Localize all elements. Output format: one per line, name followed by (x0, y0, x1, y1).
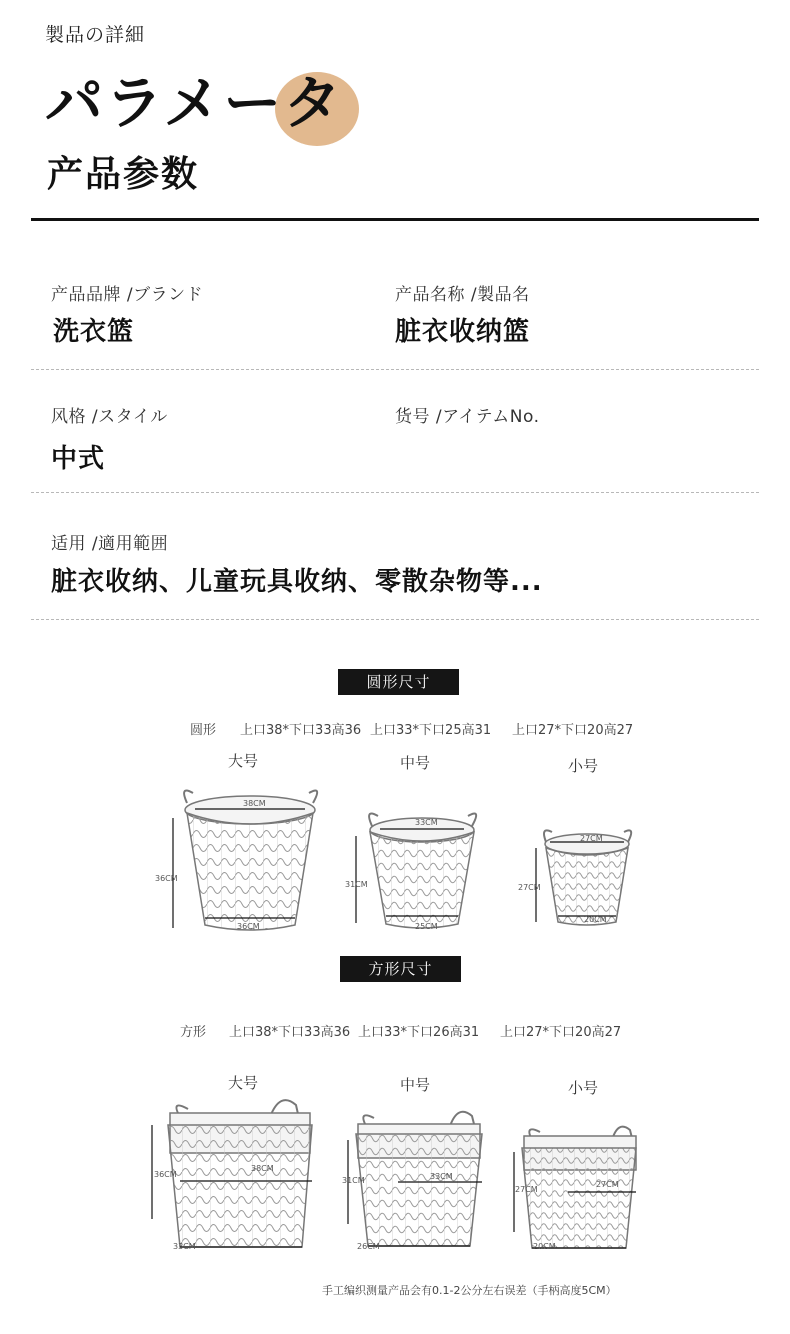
brand-value: 洗衣篮 (53, 317, 135, 347)
round-medium-top-dim: 33CM (415, 818, 438, 827)
brand-label: 产品品牌 /ブランド (51, 285, 204, 305)
param-divider (31, 492, 759, 493)
round-small-bottom-dim: 20CM (584, 915, 607, 924)
round-medium-bottom-dim: 25CM (415, 922, 438, 931)
measurement-footnote: 手工编织测量产品会有0.1-2公分左右误差（手柄高度5CM） (322, 1284, 617, 1297)
usage-label: 适用 /適用範囲 (51, 534, 169, 554)
square-large-spec: 上口38*下口33高36 (229, 1025, 351, 1040)
square-small-height-dim: 27CM (515, 1185, 538, 1194)
square-large-bottom-dim: 33CM (173, 1242, 196, 1251)
round-medium-name: 中号 (400, 754, 431, 772)
param-divider (31, 619, 759, 620)
style-label: 风格 /スタイル (51, 407, 168, 427)
square-medium-height-dim: 31CM (342, 1176, 365, 1185)
usage-value: 脏衣收纳、儿童玩具收纳、零散杂物等... (51, 567, 543, 597)
item-number-label: 货号 /アイテムNo. (395, 407, 540, 427)
square-shape-label: 方形 (180, 1025, 207, 1040)
square-medium-top-dim: 33CM (430, 1172, 453, 1181)
square-medium-spec: 上口33*下口26高31 (358, 1025, 480, 1040)
round-small-top-dim: 27CM (580, 834, 603, 843)
round-large-bottom-dim: 36CM (237, 922, 260, 931)
round-medium-spec: 上口33*下口25高31 (370, 723, 492, 738)
round-large-name: 大号 (228, 752, 259, 770)
round-large-spec: 上口38*下口33高36 (240, 723, 362, 738)
square-medium-bottom-dim: 26CM (357, 1242, 380, 1251)
square-small-top-dim: 27CM (596, 1180, 619, 1189)
page-title: パラメータ (45, 69, 344, 137)
section-label: 製品の詳細 (45, 24, 146, 46)
square-size-tag: 方形尺寸 (340, 956, 461, 982)
param-divider (31, 369, 759, 370)
round-small-height-dim: 27CM (518, 883, 541, 892)
square-small-name: 小号 (568, 1079, 599, 1097)
square-medium-name: 中号 (400, 1076, 431, 1094)
round-large-top-dim: 38CM (243, 799, 266, 808)
round-small-spec: 上口27*下口20高27 (512, 723, 634, 738)
square-large-name: 大号 (228, 1074, 259, 1092)
page-subtitle: 产品参数 (47, 154, 200, 195)
round-large-height-dim: 36CM (155, 874, 178, 883)
round-medium-height-dim: 31CM (345, 880, 368, 889)
square-large-top-dim: 38CM (251, 1164, 274, 1173)
round-small-name: 小号 (568, 757, 599, 775)
round-shape-label: 圆形 (190, 723, 217, 738)
square-small-bottom-dim: 20CM (533, 1242, 556, 1251)
square-large-height-dim: 36CM (154, 1170, 177, 1179)
product-name-label: 产品名称 /製品名 (395, 285, 530, 305)
header-divider (31, 218, 759, 221)
square-small-spec: 上口27*下口20高27 (500, 1025, 622, 1040)
round-size-tag: 圆形尺寸 (338, 669, 459, 695)
product-name-value: 脏衣收纳篮 (395, 317, 531, 347)
style-value: 中式 (51, 444, 106, 474)
